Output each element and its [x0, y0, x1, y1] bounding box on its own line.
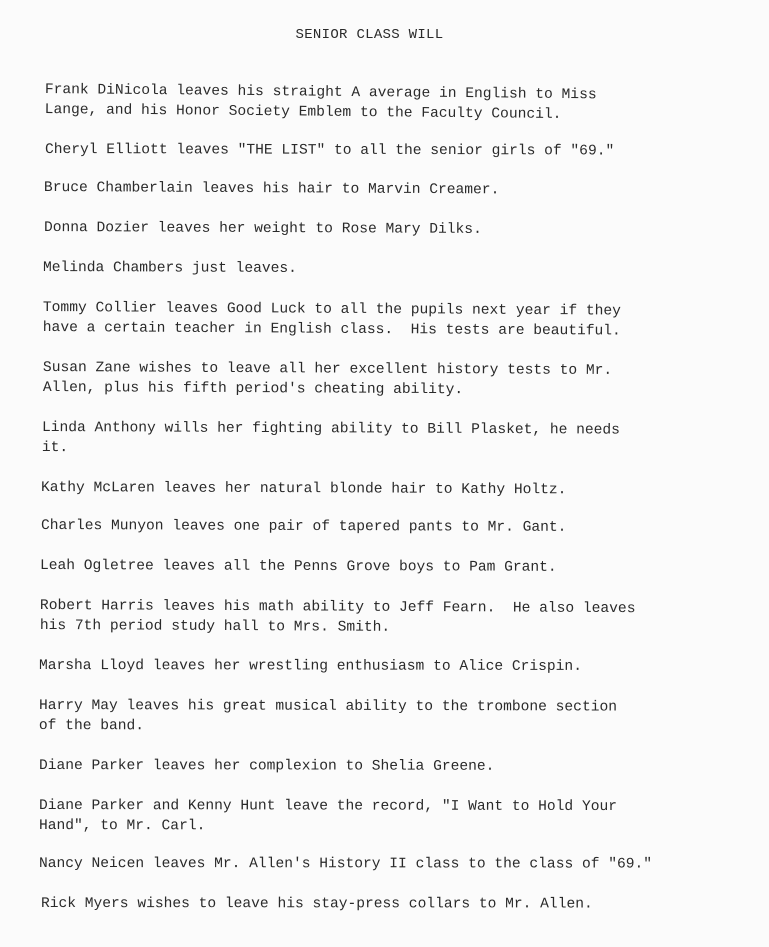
will-entry: [43, 298, 743, 342]
will-entry: [44, 178, 744, 202]
entry-line: Bruce Chamberlain leaves his hair to Marvin Creamer.: [43, 179, 500, 199]
will-entry: [45, 140, 745, 162]
entry-line: of the band.: [38, 717, 145, 735]
document-title: SENIOR CLASS WILL: [295, 27, 444, 43]
entry-line: his 7th period study hall to Mrs. Smith.: [39, 617, 391, 636]
entry-line: Diane Parker and Kenny Hunt leave the record, "I Want to Hold Your: [38, 798, 618, 816]
will-entry: [40, 596, 740, 640]
entry-line: Donna Dozier leaves her weight to Rose Mary Dilks.: [43, 219, 482, 238]
entry-line: Lange, and his Honor Society Emblem to the Faculty Council.: [44, 101, 562, 123]
entry-line: Cheryl Elliott leaves "THE LIST" to all the senior girls of "69.": [44, 142, 615, 160]
entry-line: Diane Parker leaves her complexion to Shelia Greene.: [38, 758, 495, 775]
entry-line: Leah Ogletree leaves all the Penns Grove boys to Pam Grant.: [39, 558, 557, 576]
entry-line: Hand", to Mr. Carl.: [38, 817, 206, 835]
entry-line: Susan Zane wishes to leave all her excellent history tests to Mr.: [42, 359, 613, 379]
entry-line: Charles Munyon leaves one pair of tapered pants to Mr. Gant.: [40, 518, 567, 536]
entry-line: Linda Anthony wills her fighting ability to Bill Plasket, he needs: [41, 419, 621, 439]
entry-line: Rick Myers wishes to leave his stay-press collars to Mr. Allen.: [40, 896, 593, 913]
will-entry: [39, 696, 739, 738]
entry-line: have a certain teacher in English class. His tests are beautiful.: [42, 319, 621, 340]
will-entry: [42, 418, 742, 461]
will-entry: [43, 258, 743, 280]
will-entry: [39, 796, 739, 837]
entry-line: Robert Harris leaves his math ability to Jeff Fearn. He also leaves: [39, 598, 636, 618]
entry-line: Tommy Collier leaves Good Luck to all the pupils next year if they: [42, 299, 621, 320]
will-entry: [45, 80, 745, 127]
will-entry: [43, 358, 743, 402]
entry-line: Marsha Lloyd leaves her wrestling enthusiasm to Alice Crispin.: [38, 658, 582, 675]
will-entry: [41, 478, 741, 501]
will-entry: [39, 656, 739, 677]
will-entry: [39, 756, 739, 777]
will-entry: [44, 218, 744, 241]
entry-line: Nancy Neicen leaves Mr. Allen's History II class to the class of "69.": [38, 856, 653, 873]
will-entry: [40, 556, 740, 578]
entry-line: Kathy McLaren leaves her natural blonde hair to Kathy Holtz.: [40, 479, 567, 499]
entry-line: Allen, plus his fifth period's cheating ability.: [42, 379, 464, 399]
entry-line: Harry May leaves his great musical ability to the trombone section: [38, 698, 618, 716]
entry-line: Frank DiNicola leaves his straight A average in English to Miss: [44, 81, 597, 104]
entry-line: it.: [41, 439, 69, 457]
will-entry: [39, 854, 739, 875]
will-entry: [41, 894, 741, 915]
will-entry: [41, 516, 741, 538]
entry-line: Melinda Chambers just leaves.: [42, 260, 297, 277]
